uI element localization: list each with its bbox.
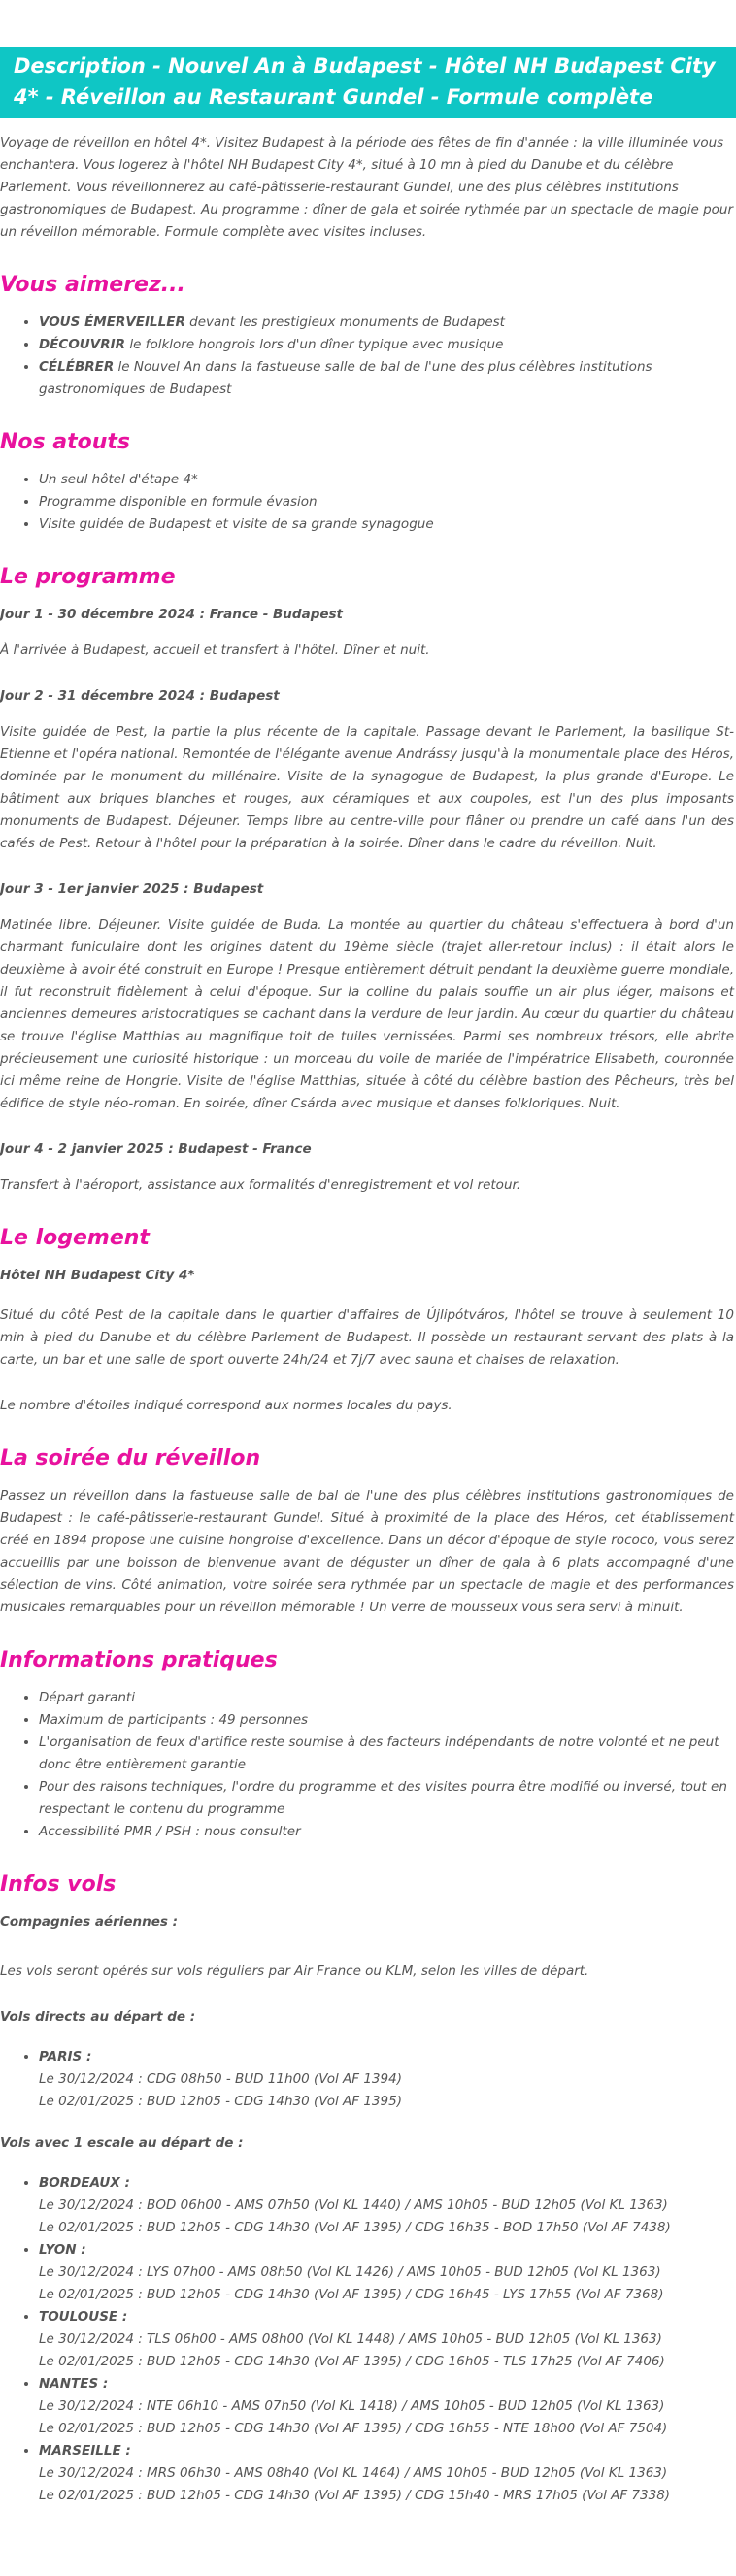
escale-flights-list [0,2172,734,2507]
day-text: À l'arrivée à Budapest, accueil et transfert à l'hôtel. Dîner et nuit. [0,643,430,658]
day-title: Jour 1 - 30 décembre 2024 : France - Budapest [0,607,344,622]
flight-city: • LYON : [39,2242,86,2258]
flight-city: • PARIS : [39,2049,92,2064]
day-title: Jour 4 - 2 janvier 2025 : Budapest - France [0,1141,312,1157]
flight-item [39,2306,734,2373]
flight-line: Le 30/12/2024 : NTE 06h10 - AMS 07h50 (Vol KL 1418) / AMS 10h05 - BUD 12h05 (Vol KL 1363) [39,2398,665,2414]
flight-line: Le 30/12/2024 : LYS 07h00 - AMS 08h50 (Vol KL 1426) / AMS 10h05 - BUD 12h05 (Vol KL 1363) [39,2264,661,2280]
list-item-text: devant les prestigieux monuments de Budapest [184,314,505,330]
direct-flights-list [0,2046,734,2113]
flight-line: Le 02/01/2025 : BUD 12h05 - CDG 14h30 (Vol AF 1395) [39,2094,402,2109]
infos-list [0,1687,734,1843]
content [0,132,736,2507]
flight-line: Le 02/01/2025 : BUD 12h05 - CDG 14h30 (Vol AF 1395) / CDG 16h35 - BOD 17h50 (Vol AF 7438) [39,2220,671,2235]
section-heading-vols: Infos vols [0,1872,117,1897]
section-heading-infos: Informations pratiques [0,1648,278,1672]
flight-line: Le 02/01/2025 : BUD 12h05 - CDG 14h30 (Vol AF 1395) / CDG 16h45 - LYS 17h55 (Vol AF 7368) [39,2287,664,2302]
flight-city: • MARSEILLE : [39,2443,131,2459]
flight-city: • TOULOUSE : [39,2309,128,2325]
day-title: Jour 2 - 31 décembre 2024 : Budapest [0,688,280,704]
compagnies-label: Compagnies aériennes : [0,1914,179,1930]
section-heading-logement: Le logement [0,1226,150,1250]
atouts-list [0,469,734,536]
list-item: • Programme disponible en formule évasion [39,491,734,513]
flight-item [39,2239,734,2306]
flight-city: • NANTES : [39,2376,109,2392]
list-item-text: le Nouvel An dans la fastueuse salle de bal de l'une des plus célèbres institutions gastronomiques de Budapest [39,359,652,397]
section-heading-atouts: Nos atouts [0,430,131,454]
list-item [39,334,734,356]
soiree-text: Passez un réveillon dans la fastueuse salle de bal de l'une des plus célèbres institutions gastronomiques de Budapest : le café-pâtisserie-restaurant Gundel. Situé à proximité de la place des Héros, cet établissement créé en 1894 propose une cuisine hongroise d'excellence. Dans un décor d'époque de style rococo, vous serez accueillis par une boisson de bienvenue avant de déguster un dîner de gala à 6 plats accompagné d'une sélection de vins. Côté animation, votre soirée sera rythmée par un spectacle de magie et des performances musicales remarquables pour un réveillon mémorable ! Un verre de mousseux vous sera servi à minuit. [0,1488,734,1615]
flight-line: Le 30/12/2024 : TLS 06h00 - AMS 08h00 (Vol KL 1448) / AMS 10h05 - BUD 12h05 (Vol KL 1363) [39,2331,662,2347]
day-text: Transfert à l'aéroport, assistance aux formalités d'enregistrement et vol retour. [0,1177,521,1193]
flight-item [39,2373,734,2440]
flight-city: • BORDEAUX : [39,2175,130,2191]
list-item-bold: DÉCOUVRIR [39,337,126,352]
list-item: • Pour des raisons techniques, l'ordre du programme et des visites pourra être modifié ou inversé, tout en respectant le contenu du programme [39,1776,734,1821]
flight-item [39,2440,734,2507]
flight-line: Le 30/12/2024 : BOD 06h00 - AMS 07h50 (Vol KL 1440) / AMS 10h05 - BUD 12h05 (Vol KL 1363) [39,2197,668,2213]
flight-line: Le 30/12/2024 : CDG 08h50 - BUD 11h00 (Vol AF 1394) [39,2071,402,2087]
aimerez-list [0,312,734,401]
list-item [39,312,734,334]
section-heading-aimerez: Vous aimerez... [0,273,185,297]
list-item-bold: CÉLÉBRER [39,359,115,375]
flight-item [39,2046,734,2113]
flight-line: Le 02/01/2025 : BUD 12h05 - CDG 14h30 (Vol AF 1395) / CDG 16h05 - TLS 17h25 (Vol AF 7406) [39,2354,665,2369]
list-item: • Un seul hôtel d'étape 4* [39,469,734,491]
flight-line: Le 02/01/2025 : BUD 12h05 - CDG 14h30 (Vol AF 1395) / CDG 15h40 - MRS 17h05 (Vol AF 7338) [39,2488,671,2503]
hotel-name: Hôtel NH Budapest City 4* [0,1268,195,1283]
flight-item [39,2172,734,2239]
list-item: • Accessibilité PMR / PSH : nous consulter [39,1821,734,1843]
section-heading-programme: Le programme [0,565,176,589]
list-item [39,356,734,401]
day-text: Visite guidée de Pest, la partie la plus récente de la capitale. Passage devant le Parlement, la basilique St-Etienne et l'opéra national. Remontée de l'élégante avenue Andrássy jusqu'à la monumentale place des Héros, dominée par le monument du millénaire. Visite de la synagogue de Budapest, la plus grande d'Europe. Le bâtiment aux briques blanches et rouges, aux céramiques et aux coupoles, est l'un des plus imposants monuments de Budapest. Déjeuner. Temps libre au centre-ville pour flâner ou prendre un café dans l'un des cafés de Pest. Retour à l'hôtel pour la préparation à la soirée. Dîner dans le cadre du réveillon. Nuit. [0,724,734,851]
direct-label: Vols directs au départ de : [0,2009,196,2025]
day-title: Jour 3 - 1er janvier 2025 : Budapest [0,881,264,897]
intro-paragraph: Voyage de réveillon en hôtel 4*. Visitez Budapest à la période des fêtes de fin d'année : la ville illuminée vous enchantera. Vous logerez à l'hôtel NH Budapest City 4*, situé à 10 mn à pied du Danube et du célèbre Parlement. Vous réveillonnerez au café-pâtisserie-restaurant Gundel, une des plus célèbres institutions gastronomiques de Budapest. Au programme : dîner de gala et soirée rythmée par un spectacle de magie pour un réveillon mémorable. Formule complète avec visites incluses. [0,135,734,240]
page-title: Description - Nouvel An à Budapest - Hôtel NH Budapest City 4* - Réveillon au Restaurant Gundel - Formule complète [0,47,736,118]
list-item: • Maximum de participants : 49 personnes [39,1709,734,1732]
escale-label: Vols avec 1 escale au départ de : [0,2135,244,2151]
flight-line: Le 02/01/2025 : BUD 12h05 - CDG 14h30 (Vol AF 1395) / CDG 16h55 - NTE 18h00 (Vol AF 7504) [39,2421,668,2436]
hotel-description: Situé du côté Pest de la capitale dans le quartier d'affaires de Újlipótváros, l'hôtel se trouve à seulement 10 min à pied du Danube et du célèbre Parlement de Budapest. Il possède un restaurant servant des plats à la carte, un bar et une salle de sport ouverte 24h/24 et 7j/7 avec sauna et chaises de relaxation. [0,1307,734,1368]
list-item: • Départ garanti [39,1687,734,1709]
list-item: • Visite guidée de Budapest et visite de sa grande synagogue [39,513,734,536]
list-item: • L'organisation de feux d'artifice reste soumise à des facteurs indépendants de notre volonté et ne peut donc être entièrement garantie [39,1732,734,1776]
day-text: Matinée libre. Déjeuner. Visite guidée de Buda. La montée au quartier du château s'effectuera à bord d'un charmant funiculaire dont les origines datent du 19ème siècle (trajet aller-retour inclus) : il était alors le deuxième à avoir été construit en Europe ! Presque entièrement détruit pendant la deuxième guerre mondiale, il fut reconstruit fidèlement à celui d'époque. Sur la colline du palais souffle un air plus léger, maisons et anciennes demeures aristocratiques se cachant dans la verdure de leur jardin. Au cœur du quartier du château se trouve l'église Matthias au magnifique toit de tuiles vernissées. Parmi ses nombreux trésors, elle abrite précieusement une curiosité historique : un morceau du voile de mariée de l'impératrice Elisabeth, couronnée ici même reine de Hongrie. Visite de l'église Matthias, située à côté du célèbre bastion des Pêcheurs, très bel édifice de style néo-roman. En soirée, dîner Csárda avec musique et danses folkloriques. Nuit. [0,917,734,1111]
compagnies-text: Les vols seront opérés sur vols réguliers par Air France ou KLM, selon les villes de départ. [0,1964,589,1979]
flight-line: Le 30/12/2024 : MRS 06h30 - AMS 08h40 (Vol KL 1464) / AMS 10h05 - BUD 12h05 (Vol KL 1363) [39,2465,668,2481]
list-item-text: le folklore hongrois lors d'un dîner typique avec musique [125,337,504,352]
stars-note: Le nombre d'étoiles indiqué correspond aux normes locales du pays. [0,1398,452,1413]
list-item-bold: VOUS ÉMERVEILLER [39,314,185,330]
section-heading-soiree: La soirée du réveillon [0,1446,261,1470]
